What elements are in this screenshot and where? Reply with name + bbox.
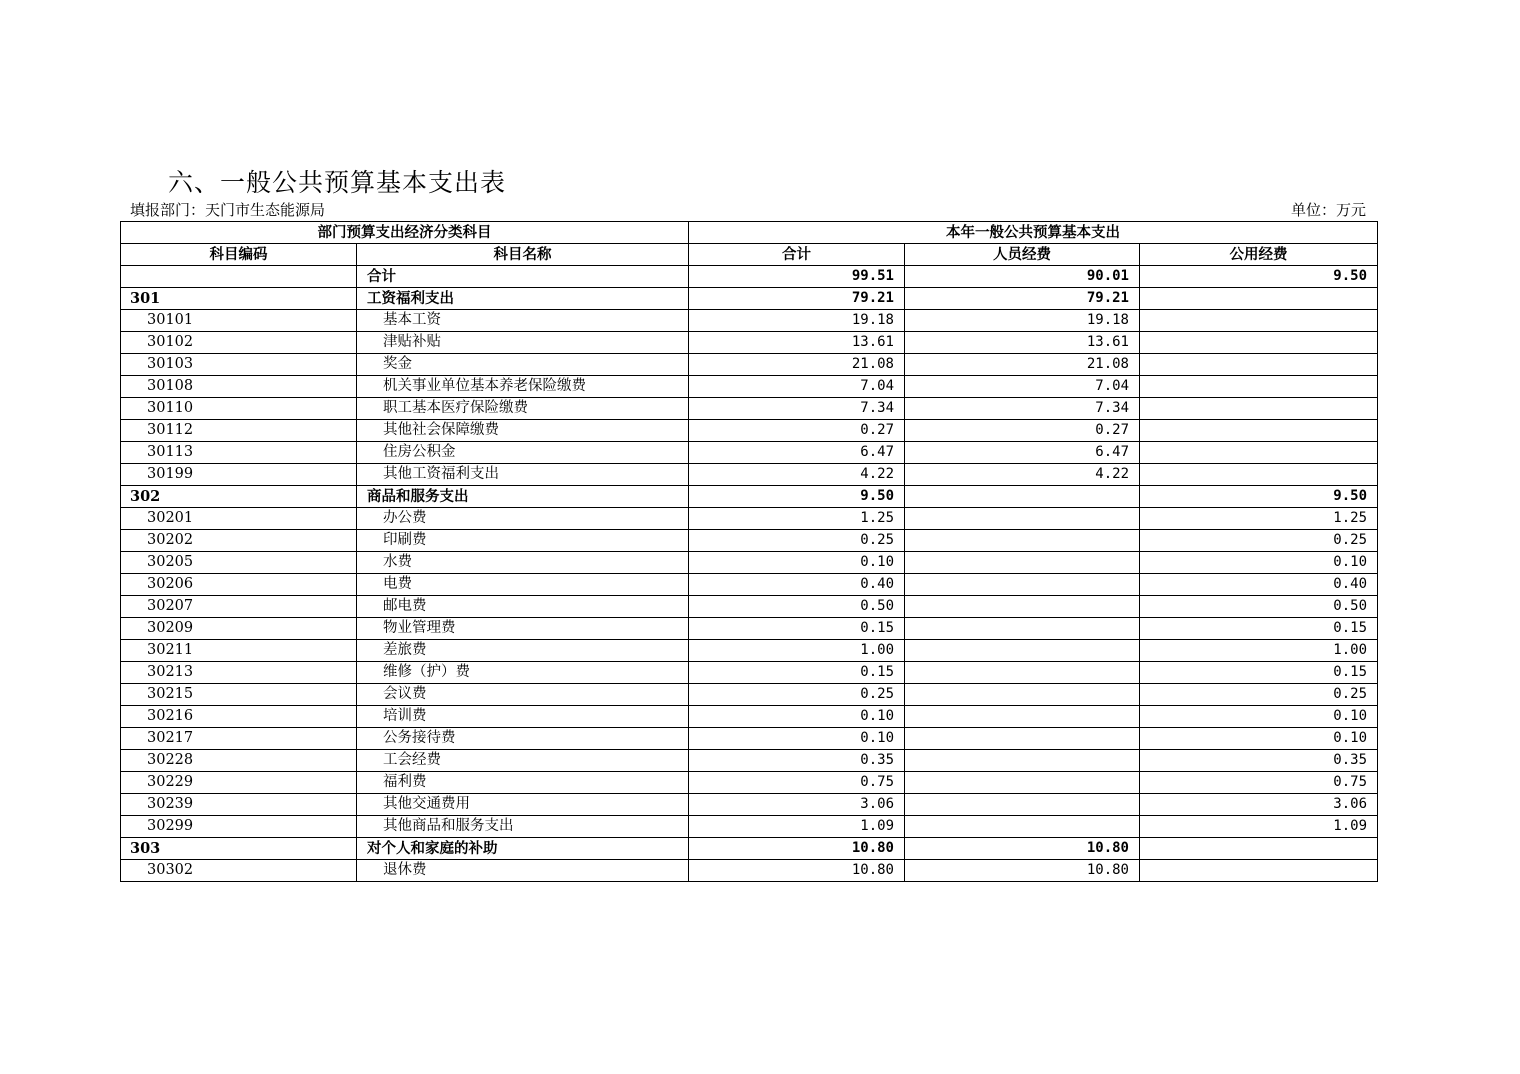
- row-name: 差旅费: [357, 640, 689, 662]
- row-name: 会议费: [357, 684, 689, 706]
- row-public: [1140, 288, 1378, 310]
- row-code: 30201: [121, 508, 357, 530]
- table-row: [121, 706, 1378, 728]
- row-name: 其他社会保障缴费: [357, 420, 689, 442]
- row-public: 1.00: [1140, 640, 1378, 662]
- row-name: 其他工资福利支出: [357, 464, 689, 486]
- row-personnel: 21.08: [905, 354, 1140, 376]
- row-total: 1.25: [689, 508, 905, 530]
- row-code: 30101: [121, 310, 357, 332]
- row-name: 工资福利支出: [357, 288, 689, 310]
- header-group-right: 本年一般公共预算基本支出: [689, 222, 1378, 244]
- row-code: 30211: [121, 640, 357, 662]
- row-total: 0.27: [689, 420, 905, 442]
- row-code: 30216: [121, 706, 357, 728]
- row-name: 物业管理费: [357, 618, 689, 640]
- department-label: 填报部门：天门市生态能源局: [130, 201, 326, 219]
- row-public: [1140, 442, 1378, 464]
- unit-label: 单位：万元: [1290, 201, 1366, 219]
- row-public: 9.50: [1140, 266, 1378, 288]
- row-personnel: [905, 794, 1140, 816]
- budget-table: [120, 221, 1378, 882]
- row-total: 0.10: [689, 728, 905, 750]
- header-column-row: [121, 244, 1378, 266]
- row-total: 13.61: [689, 332, 905, 354]
- row-public: [1140, 332, 1378, 354]
- row-name: 津贴补贴: [357, 332, 689, 354]
- row-name: 其他交通费用: [357, 794, 689, 816]
- row-public: 0.50: [1140, 596, 1378, 618]
- table-row: [121, 266, 1378, 288]
- row-name: 机关事业单位基本养老保险缴费: [357, 376, 689, 398]
- row-personnel: [905, 574, 1140, 596]
- row-code: 30239: [121, 794, 357, 816]
- header-group-row: [121, 222, 1378, 244]
- row-total: 1.00: [689, 640, 905, 662]
- row-code: 30102: [121, 332, 357, 354]
- row-total: 79.21: [689, 288, 905, 310]
- row-name: 奖金: [357, 354, 689, 376]
- row-name: 印刷费: [357, 530, 689, 552]
- row-public: [1140, 354, 1378, 376]
- row-name: 对个人和家庭的补助: [357, 838, 689, 860]
- row-public: [1140, 860, 1378, 882]
- row-code: 30207: [121, 596, 357, 618]
- row-name: 维修（护）费: [357, 662, 689, 684]
- table-row: [121, 816, 1378, 838]
- row-total: 0.15: [689, 662, 905, 684]
- row-personnel: [905, 728, 1140, 750]
- row-name: 电费: [357, 574, 689, 596]
- row-code: 301: [121, 288, 357, 310]
- row-personnel: [905, 486, 1140, 508]
- row-total: 19.18: [689, 310, 905, 332]
- row-code: 30108: [121, 376, 357, 398]
- row-public: 0.35: [1140, 750, 1378, 772]
- row-code: [121, 266, 357, 288]
- row-public: [1140, 376, 1378, 398]
- header-public: 公用经费: [1140, 244, 1378, 266]
- row-total: 10.80: [689, 838, 905, 860]
- row-public: 0.25: [1140, 530, 1378, 552]
- row-personnel: [905, 662, 1140, 684]
- row-total: 9.50: [689, 486, 905, 508]
- table-row: [121, 684, 1378, 706]
- table-row: [121, 376, 1378, 398]
- row-total: 7.34: [689, 398, 905, 420]
- row-name: 工会经费: [357, 750, 689, 772]
- header-code: 科目编码: [121, 244, 357, 266]
- table-row: [121, 662, 1378, 684]
- row-personnel: 4.22: [905, 464, 1140, 486]
- row-code: 30103: [121, 354, 357, 376]
- row-code: 30202: [121, 530, 357, 552]
- row-personnel: 13.61: [905, 332, 1140, 354]
- row-code: 30228: [121, 750, 357, 772]
- row-public: 0.10: [1140, 552, 1378, 574]
- row-name: 培训费: [357, 706, 689, 728]
- header-name: 科目名称: [357, 244, 689, 266]
- row-personnel: [905, 596, 1140, 618]
- row-personnel: 90.01: [905, 266, 1140, 288]
- row-public: [1140, 398, 1378, 420]
- row-code: 30229: [121, 772, 357, 794]
- row-public: 0.15: [1140, 662, 1378, 684]
- row-name: 办公费: [357, 508, 689, 530]
- row-personnel: [905, 530, 1140, 552]
- row-personnel: 6.47: [905, 442, 1140, 464]
- row-total: 0.25: [689, 530, 905, 552]
- row-personnel: [905, 508, 1140, 530]
- row-public: 3.06: [1140, 794, 1378, 816]
- row-name: 基本工资: [357, 310, 689, 332]
- row-personnel: [905, 640, 1140, 662]
- row-code: 30217: [121, 728, 357, 750]
- row-name: 福利费: [357, 772, 689, 794]
- row-total: 0.50: [689, 596, 905, 618]
- row-public: 1.25: [1140, 508, 1378, 530]
- row-public: 0.40: [1140, 574, 1378, 596]
- row-name: 退休费: [357, 860, 689, 882]
- row-total: 0.10: [689, 706, 905, 728]
- table-row: [121, 332, 1378, 354]
- row-total: 3.06: [689, 794, 905, 816]
- row-name: 住房公积金: [357, 442, 689, 464]
- row-total: 10.80: [689, 860, 905, 882]
- table-row: [121, 860, 1378, 882]
- row-personnel: [905, 684, 1140, 706]
- table-row: [121, 442, 1378, 464]
- row-code: 30112: [121, 420, 357, 442]
- row-code: 30205: [121, 552, 357, 574]
- table-row: [121, 750, 1378, 772]
- row-code: 30299: [121, 816, 357, 838]
- row-name: 公务接待费: [357, 728, 689, 750]
- row-public: 0.75: [1140, 772, 1378, 794]
- table-row: [121, 574, 1378, 596]
- row-code: 30215: [121, 684, 357, 706]
- row-public: 0.25: [1140, 684, 1378, 706]
- table-row: [121, 530, 1378, 552]
- table-row: [121, 640, 1378, 662]
- row-public: [1140, 420, 1378, 442]
- row-code: 303: [121, 838, 357, 860]
- table-row: [121, 486, 1378, 508]
- row-code: 30213: [121, 662, 357, 684]
- row-public: 0.10: [1140, 728, 1378, 750]
- table-row: [121, 420, 1378, 442]
- row-personnel: [905, 618, 1140, 640]
- page-title: 六、一般公共预算基本支出表: [168, 168, 507, 197]
- row-personnel: 79.21: [905, 288, 1140, 310]
- row-public: 0.15: [1140, 618, 1378, 640]
- row-code: 30206: [121, 574, 357, 596]
- row-total: 4.22: [689, 464, 905, 486]
- row-name: 职工基本医疗保险缴费: [357, 398, 689, 420]
- row-name: 合计: [357, 266, 689, 288]
- row-personnel: [905, 750, 1140, 772]
- row-total: 21.08: [689, 354, 905, 376]
- row-name: 水费: [357, 552, 689, 574]
- row-name: 邮电费: [357, 596, 689, 618]
- table-row: [121, 772, 1378, 794]
- row-name: 商品和服务支出: [357, 486, 689, 508]
- table-body: [121, 266, 1378, 882]
- row-total: 99.51: [689, 266, 905, 288]
- table-row: [121, 354, 1378, 376]
- row-total: 0.15: [689, 618, 905, 640]
- row-total: 6.47: [689, 442, 905, 464]
- row-personnel: [905, 816, 1140, 838]
- row-code: 302: [121, 486, 357, 508]
- row-code: 30199: [121, 464, 357, 486]
- row-total: 0.35: [689, 750, 905, 772]
- table-row: [121, 596, 1378, 618]
- row-code: 30302: [121, 860, 357, 882]
- table-row: [121, 838, 1378, 860]
- row-personnel: [905, 552, 1140, 574]
- row-personnel: 7.04: [905, 376, 1140, 398]
- row-code: 30113: [121, 442, 357, 464]
- row-public: 9.50: [1140, 486, 1378, 508]
- header-personnel: 人员经费: [905, 244, 1140, 266]
- table-row: [121, 464, 1378, 486]
- row-personnel: 10.80: [905, 860, 1140, 882]
- table-row: [121, 728, 1378, 750]
- row-public: [1140, 838, 1378, 860]
- row-total: 0.75: [689, 772, 905, 794]
- row-total: 1.09: [689, 816, 905, 838]
- header-total: 合计: [689, 244, 905, 266]
- row-personnel: 10.80: [905, 838, 1140, 860]
- row-personnel: 19.18: [905, 310, 1140, 332]
- row-code: 30110: [121, 398, 357, 420]
- row-total: 0.10: [689, 552, 905, 574]
- table-row: [121, 288, 1378, 310]
- row-personnel: 0.27: [905, 420, 1140, 442]
- row-total: 7.04: [689, 376, 905, 398]
- row-name: 其他商品和服务支出: [357, 816, 689, 838]
- table-row: [121, 794, 1378, 816]
- row-public: 1.09: [1140, 816, 1378, 838]
- table-row: [121, 508, 1378, 530]
- table-row: [121, 398, 1378, 420]
- header-group-left: 部门预算支出经济分类科目: [121, 222, 689, 244]
- row-public: 0.10: [1140, 706, 1378, 728]
- row-public: [1140, 464, 1378, 486]
- table-row: [121, 310, 1378, 332]
- row-personnel: 7.34: [905, 398, 1140, 420]
- row-code: 30209: [121, 618, 357, 640]
- table-row: [121, 618, 1378, 640]
- table-row: [121, 552, 1378, 574]
- row-personnel: [905, 772, 1140, 794]
- row-personnel: [905, 706, 1140, 728]
- row-total: 0.40: [689, 574, 905, 596]
- row-total: 0.25: [689, 684, 905, 706]
- row-public: [1140, 310, 1378, 332]
